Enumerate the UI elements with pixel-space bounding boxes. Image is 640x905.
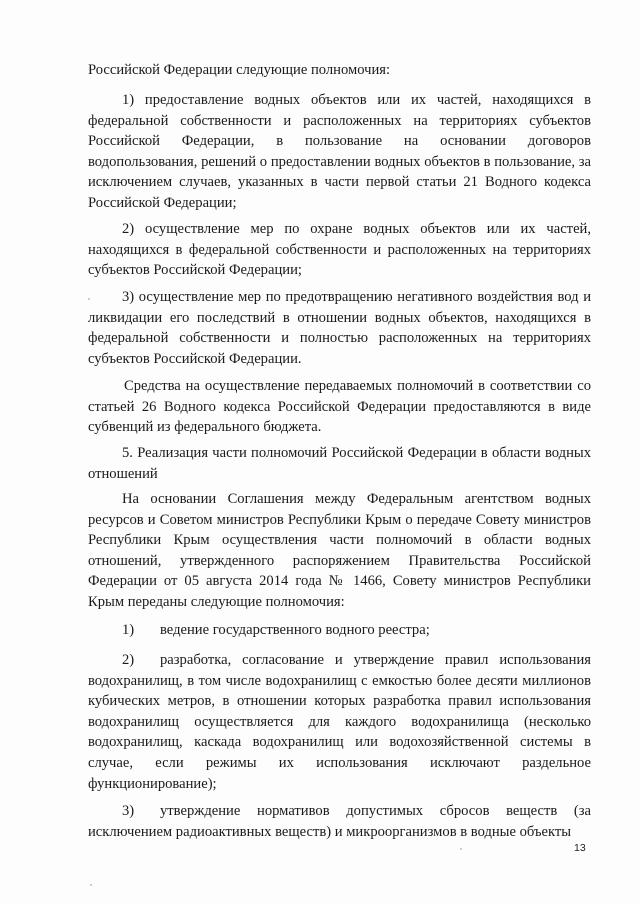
page-number: 13 xyxy=(574,842,586,854)
list-item xyxy=(88,801,591,842)
list-item-number: 3) xyxy=(122,803,135,819)
paragraph-item-1: 1) предоставление водных объектов или их частей, находящихся в федеральной собственности и расположенных на территориях субъектов Российской Федерации, в пользование на основании договоров водопользования, решений о предоставлении водных объектов в пользование, за исключением случаев, указанных в части первой статьи 21 Водного кодекса Российской Федерации; xyxy=(88,92,591,211)
list-item-text: утверждение нормативов допустимых сбросов веществ (за исключением радиоактивных веществ) и микроорганизмов в водные объекты xyxy=(88,803,591,840)
scan-speck xyxy=(90,884,92,886)
list-item-number: 2) xyxy=(122,652,135,668)
scan-speck xyxy=(88,298,90,300)
list-item-number: 1) xyxy=(122,622,135,638)
paragraph-item-3: 3) осуществление мер по предотвращению негативного воздействия вод и ликвидации его последствий в отношении водных объектов, находящихся в федеральной собственности и полностью расположенных на территориях субъектов Российской Федерации. xyxy=(88,289,591,367)
paragraph-intro: Российской Федерации следующие полномочия: xyxy=(88,62,391,78)
list-item xyxy=(88,620,591,641)
scan-speck xyxy=(460,848,462,850)
list-item-text: ведение государственного водного реестра; xyxy=(160,622,430,638)
list-item-text: разработка, согласование и утверждение правил использования водохранилищ, в том числе водохранилищ с емкостью более десяти миллионов кубических метров, в отношении которых разработка правил использования водохранилищ осуществляется для каждого водохранилища (несколько водохранилищ, каскада водохранилищ или водохозяйственной системы в случае, если режимы их использования исключают раздельное функционирование); xyxy=(88,652,591,792)
paragraph-item-2: 2) осуществление мер по охране водных объектов или их частей, находящихся в федеральной собственности и расположенных на территориях субъектов Российской Федерации; xyxy=(88,221,591,279)
list-item xyxy=(88,650,591,794)
paragraph-agreement: На основании Соглашения между Федеральным агентством водных ресурсов и Советом министров Республики Крым о передаче Совету министров Республики Крым осуществления части полномочий в области водных отношений, утвержденного распоряжением Правительства Российской Федерации от 05 августа 2014 года № 1466, Совету министров Республики Крым переданы следующие полномочия: xyxy=(88,491,591,610)
section-heading-5: 5. Реализация части полномочий Российской Федерации в области водных отношений xyxy=(88,445,591,482)
paragraph-funding: Средства на осуществление передаваемых полномочий в соответствии со статьей 26 Водного кодекса Российской Федерации предоставляются в виде субвенций из федерального бюджета. xyxy=(88,378,591,436)
